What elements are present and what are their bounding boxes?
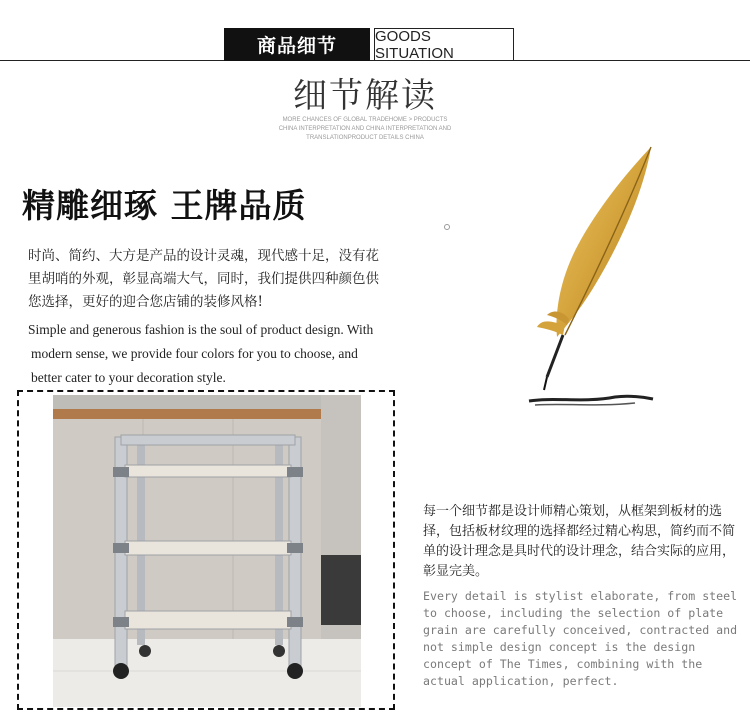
section-title: 细节解读	[293, 76, 437, 116]
tab-goods-details: 商品细节	[224, 28, 370, 61]
intro-en-text	[28, 318, 400, 390]
subtext-line: TRANSLATIONPRODUCT DETAILS CHINA	[306, 135, 424, 141]
detail-cn-text: 每一个细节都是设计师精心策划，从框架到板材的选择，包括板材纹理的选择都经过精心构思，简约而不简单的设计理念是具时代的设计理念，结合实际的应用，彰显完美。	[423, 504, 736, 579]
subtext-line: MORE CHANCES OF GLOBAL TRADEHOME > PRODUCTS	[282, 117, 448, 123]
product-photo	[53, 395, 361, 707]
title-subtext	[250, 116, 480, 143]
tab-goods-situation: GOODS SITUATION	[374, 28, 514, 61]
intro-en-line: modern sense, we provide four colors for you to choose, and	[31, 346, 358, 361]
quill-pen-icon	[525, 145, 660, 410]
storage-cart-image	[53, 395, 361, 707]
intro-cn-text: 时尚、简约、大方是产品的设计灵魂，现代感十足，没有花里胡哨的外观，彰显高端大气，同时，我们提供四种颜色供您选择，更好的迎合您店铺的装修风格!	[28, 248, 379, 310]
decorative-dot	[444, 224, 450, 230]
intro-en-line: better cater to your decoration style.	[31, 370, 226, 385]
intro-en-line: Simple and generous fashion is the soul of product design. With	[28, 322, 374, 337]
detail-en-text: Every detail is stylist elaborate, from steel to choose, including the selection of plate grain are carefully conceived, contracted and not simple design concept is the design concept of The Times, combining with the actual application, perfect.	[423, 589, 738, 688]
subtext-line: CHINA INTERPRETATION AND CHINA INTERPRETATION AND	[278, 126, 452, 132]
slogan-heading: 精雕细琢 王牌品质	[22, 186, 307, 225]
